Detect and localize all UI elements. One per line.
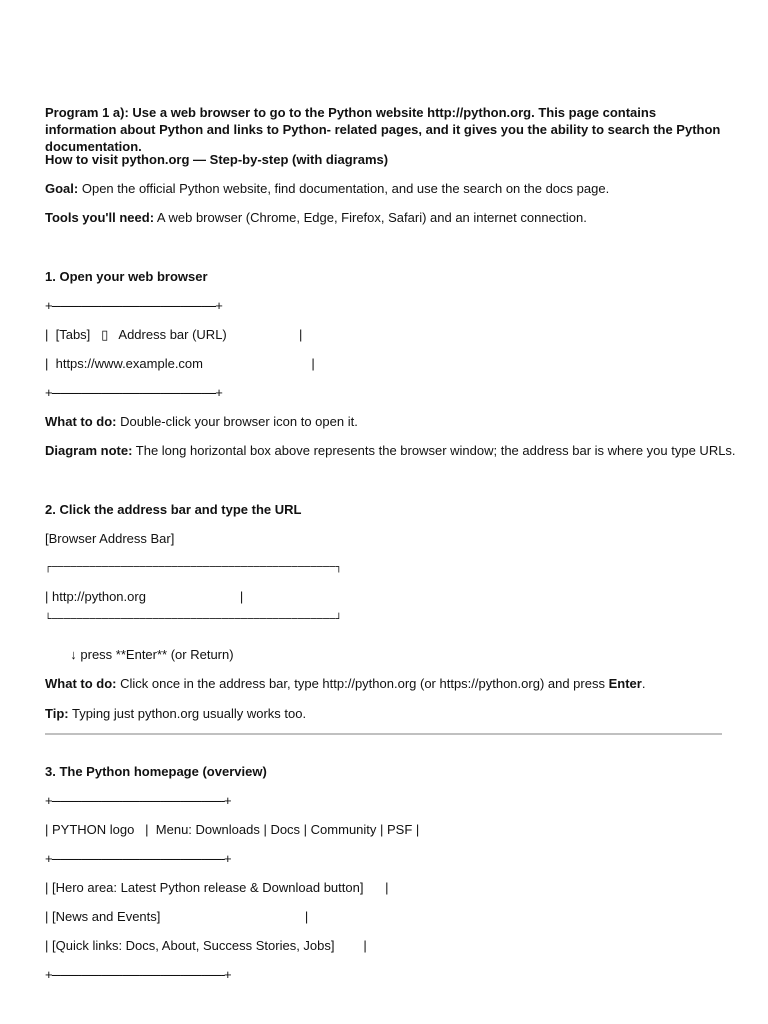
step2-diagram-line: | http://python.org | <box>45 589 244 604</box>
goal-text: Open the official Python website, find documentation, and use the search on the docs page. <box>78 181 610 196</box>
step1-diagram-line: | [Tabs] ▯ Address bar (URL) | <box>45 327 303 342</box>
step1-what-label: What to do: <box>45 414 117 429</box>
step2-what-end: . <box>641 676 646 691</box>
step3-diagram-line: | PYTHON logo | Menu: Downloads | Docs | Community | PSF | <box>45 822 420 837</box>
step2-what-bold: Enter <box>608 676 642 691</box>
step3-title: 3. The Python homepage (overview) <box>45 764 267 779</box>
goal-line <box>45 180 728 197</box>
step3-diagram-line: | [Hero area: Latest Python release & Download button] | <box>45 880 389 895</box>
step2-what-text: Click once in the address bar, type http://python.org (or https://python.org) and press <box>116 676 609 691</box>
step2-press-line: ↓ press **Enter** (or Return) <box>45 647 234 662</box>
step1-note-text: The long horizontal box above represents the browser window; the address bar is where you type URLs. <box>132 443 736 458</box>
program-title: Program 1 a): Use a web browser to go to the Python website http://python.org. This page contains information about Python and links to Python- related pages, and it gives you the ability to search the Python documentation. <box>45 105 721 154</box>
step2-what-line <box>45 675 728 692</box>
goal-label: Goal: <box>45 181 79 196</box>
step3-diagram-line: | [Quick links: Docs, About, Success Stories, Jobs] | <box>45 938 367 953</box>
step3-diagram-line: | [News and Events] | <box>45 909 309 924</box>
step1-diagram-line: +--------------------------------------------------------+ <box>45 385 222 400</box>
tools-text: A web browser (Chrome, Edge, Firefox, Safari) and an internet connection. <box>154 210 587 225</box>
step1-what-line <box>45 413 728 430</box>
step1-diagram-line: +--------------------------------------------------------+ <box>45 298 222 313</box>
step2-tip-label: Tip: <box>45 706 69 721</box>
how-to-title: How to visit python.org — Step-by-step (with diagrams) <box>45 152 389 167</box>
step2-subtitle: [Browser Address Bar] <box>45 531 175 546</box>
step2-tip-line <box>45 705 728 722</box>
step1-title: 1. Open your web browser <box>45 269 208 284</box>
tools-line <box>45 209 728 226</box>
step3-diagram-line: +-----------------------------------------------------------+ <box>45 967 231 982</box>
step2-tip-text: Typing just python.org usually works too. <box>68 706 307 721</box>
step2-diagram-line: ┌─────────────────────────────────────────────┐ <box>45 562 343 573</box>
step2-what-label: What to do: <box>45 676 117 691</box>
tools-label: Tools you'll need: <box>45 210 155 225</box>
step2-title: 2. Click the address bar and type the URL <box>45 502 302 517</box>
step3-diagram-line: +-----------------------------------------------------------+ <box>45 793 231 808</box>
step1-diagram-line: | https://www.example.com | <box>45 356 315 371</box>
step3-diagram-line: +-----------------------------------------------------------+ <box>45 851 231 866</box>
horizontal-divider <box>45 733 722 735</box>
step1-note-line <box>45 442 736 459</box>
step1-note-label: Diagram note: <box>45 443 133 458</box>
step2-diagram-line: └─────────────────────────────────────────────┘ <box>45 614 343 625</box>
step1-what-text: Double-click your browser icon to open it. <box>116 414 358 429</box>
